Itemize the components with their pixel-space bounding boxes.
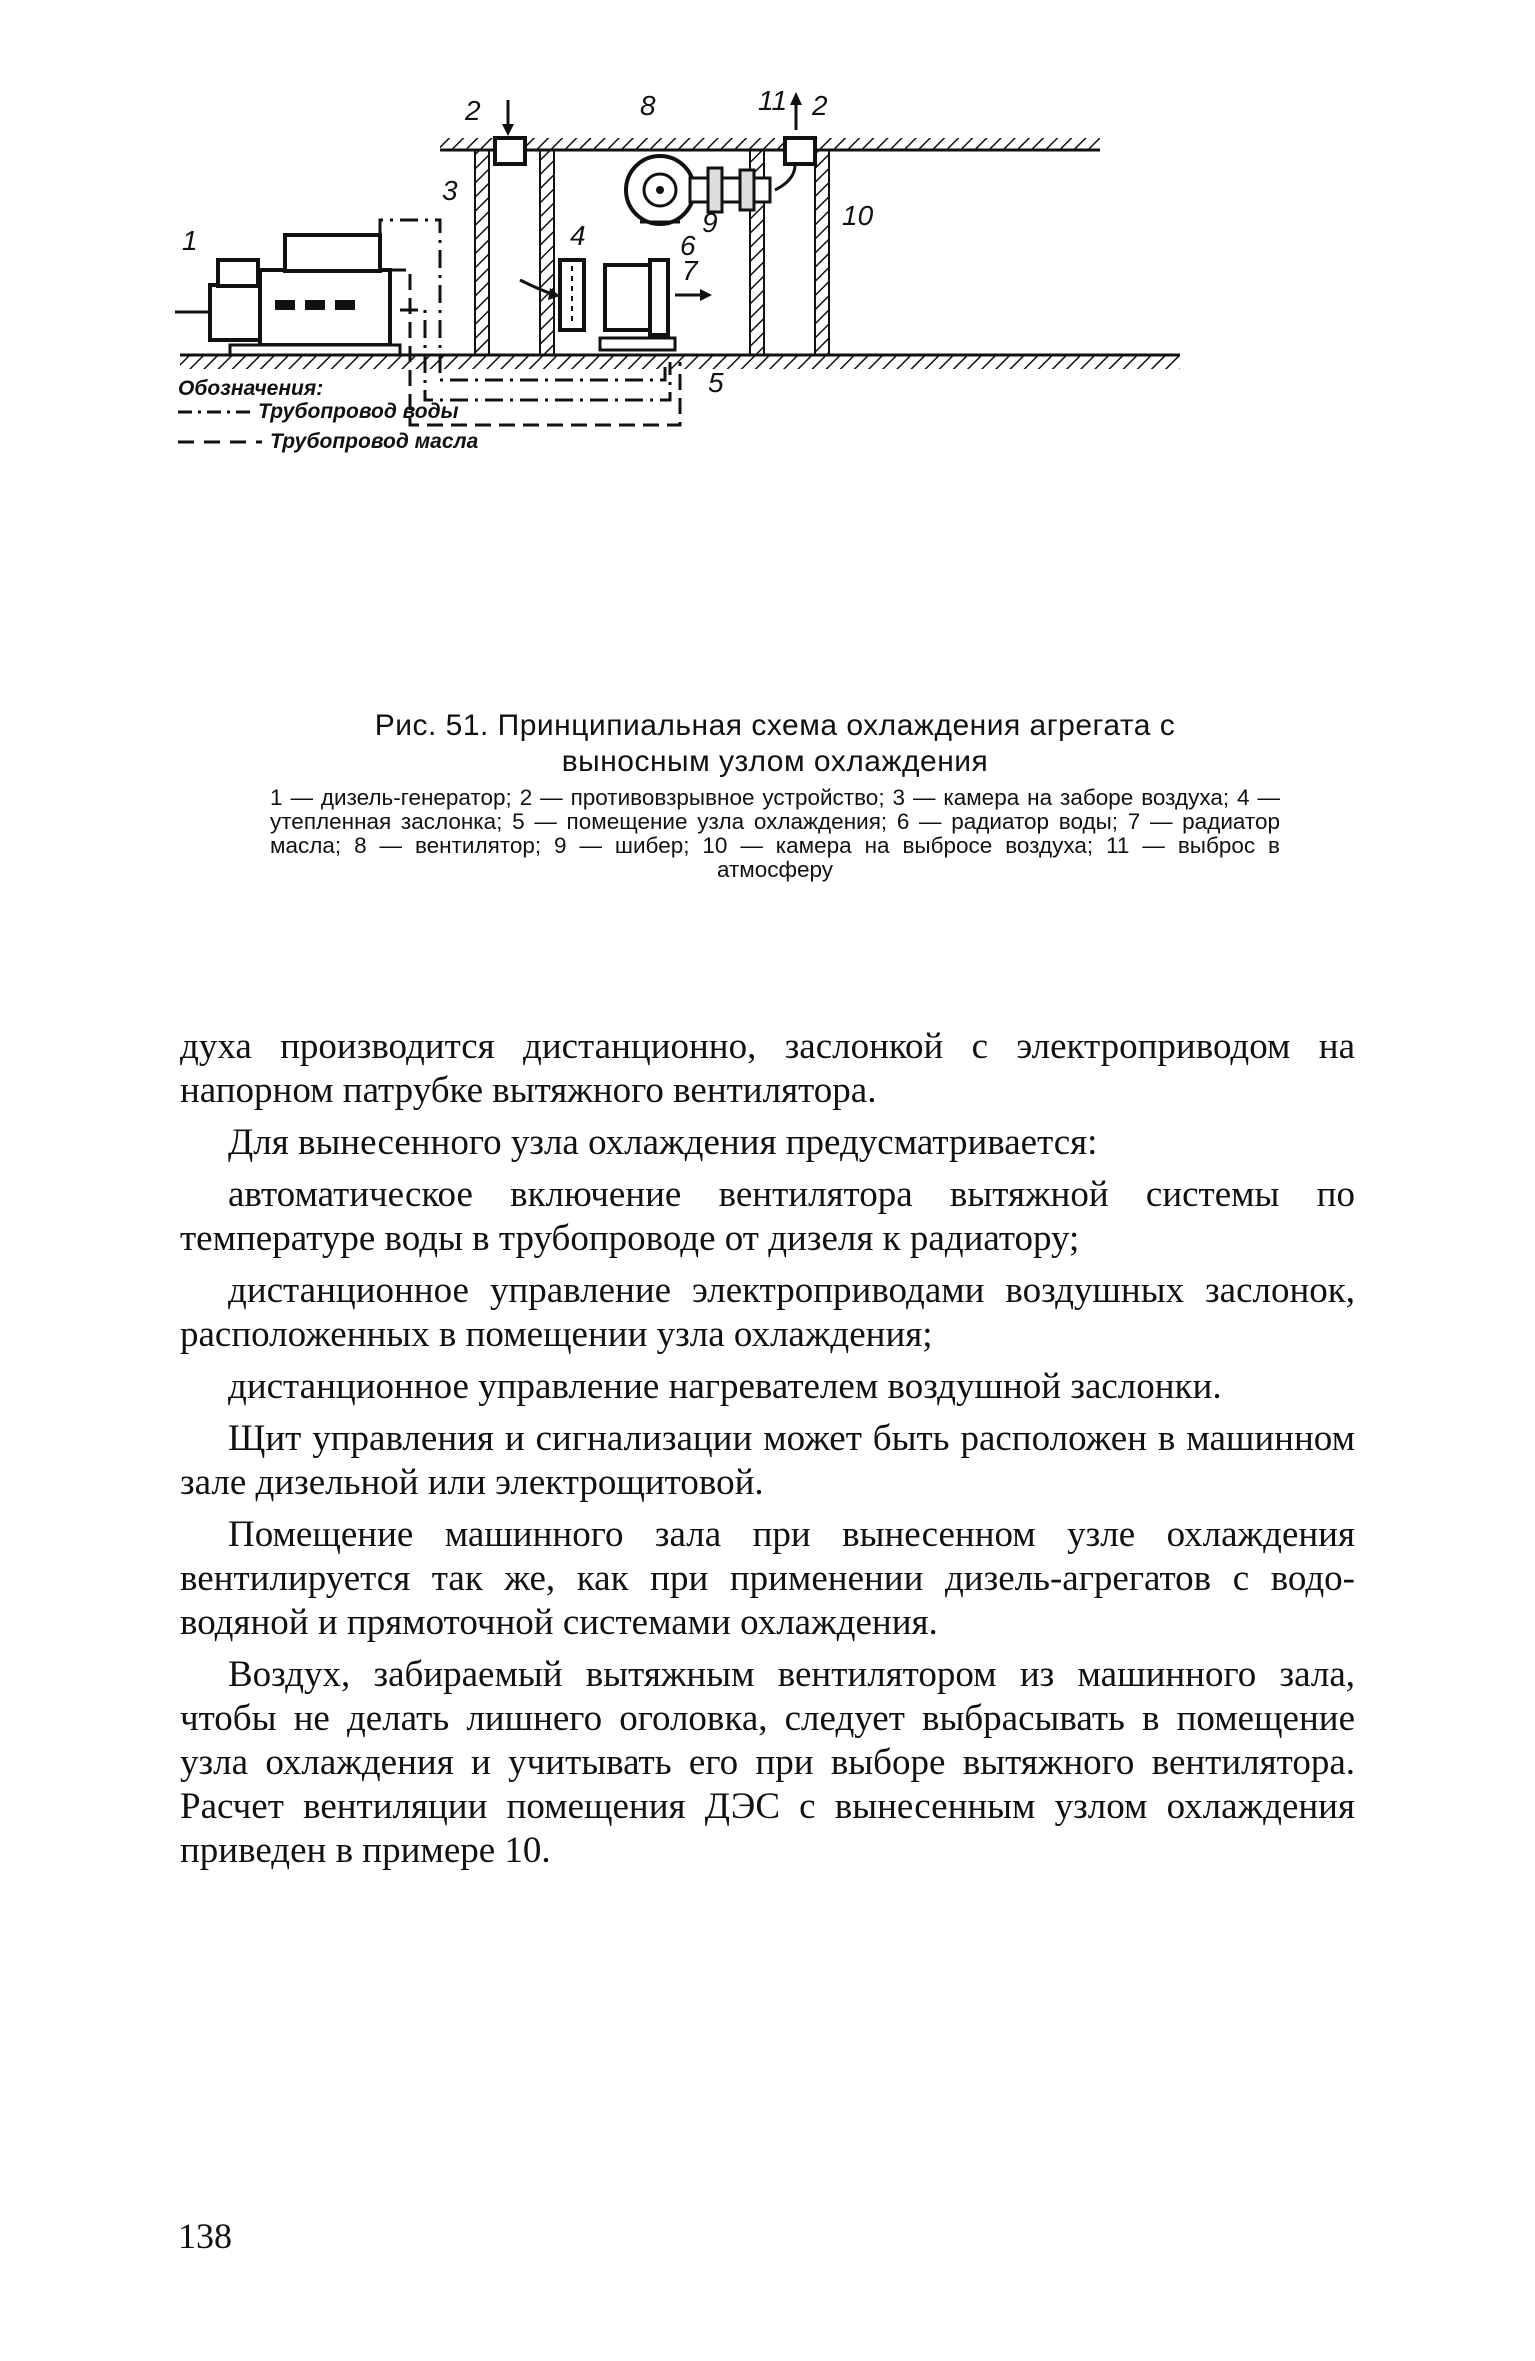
diesel-generator-1 (175, 235, 400, 355)
wall-chamber-10-right (815, 150, 829, 355)
paragraph-4: дистанционное управление электроприводами воздушных заслонок, расположенных в помещении узла охлаждения; (180, 1270, 1355, 1355)
paragraph-1: духа производится дистанционно, заслонкой с электроприводом на напорном патрубке вытяжного вентилятора. (180, 1026, 1355, 1111)
paragraph-7: Помещение машинного зала при вынесенном узле охлаждения вентилируется так же, как при применении дизель-агрегатов с водо-водяной и прямоточной системами охлаждения. (180, 1514, 1355, 1643)
legend-oil: Трубопровод масла (270, 430, 479, 453)
caption-legend: 1 — дизель-генератор; 2 — противовзрывное устройство; 3 — камера на заборе воздуха; 4 — утепленная заслонка; 5 — помещение узла охлаждения; 6 — радиатор воды; 7 — радиатор масла; 8 — вентилятор; 9 — шибер; 10 — камера на выбросе воздуха; 11 — выброс в атмосферу (270, 785, 1280, 882)
figure-caption (270, 708, 1280, 882)
explosion-proof-device-left (495, 138, 525, 164)
water-radiator-6 (605, 265, 650, 330)
label-7: 7 (682, 255, 698, 286)
label-5: 5 (708, 367, 724, 398)
legend-title: Обозначения: (178, 377, 324, 400)
body-text (180, 1025, 1355, 1881)
label-2-left: 2 (465, 95, 481, 126)
oil-radiator-7 (650, 260, 668, 335)
schematic-figure (178, 85, 1310, 670)
caption-title-line-1: Рис. 51. Принципиальная схема охлаждения агрегата с (374, 709, 1176, 742)
label-11: 11 (758, 85, 788, 116)
paragraph-3: автоматическое включение вентилятора вытяжной системы по температуре воды в трубопроводе от дизеля к радиатору; (180, 1174, 1355, 1259)
roof-hatch (440, 138, 1100, 150)
label-9: 9 (702, 207, 718, 238)
label-10: 10 (842, 200, 874, 231)
cooling-schematic (178, 85, 1310, 670)
label-4: 4 (570, 220, 586, 251)
label-1: 1 (182, 225, 198, 256)
paragraph-2: Для вынесенного узла охлаждения предусматривается: (228, 1122, 1098, 1163)
paragraph-8: Воздух, забираемый вытяжным вентилятором из машинного зала, чтобы не делать лишнего оголовка, следует выбрасывать в помещение узла охлаждения и учитывать его при выборе вытяжного вентилятора. Расчет вентиляции помещения ДЭС с вынесенным узлом охлаждения приведен в примере 10. (180, 1654, 1355, 1871)
label-3: 3 (442, 175, 458, 206)
paragraph-5: дистанционное управление нагревателем воздушной заслонки. (228, 1366, 1222, 1407)
legend-water: Трубопровод воды (258, 400, 459, 423)
page-number: 138 (178, 2216, 232, 2256)
wall-chamber-3-right (540, 150, 554, 355)
wall-chamber-3-left (475, 150, 489, 355)
paragraph-6: Щит управления и сигнализации может быть расположен в машинном зале дизельной или электрощитовой. (180, 1418, 1355, 1503)
label-6: 6 (680, 230, 696, 261)
explosion-proof-device-right (785, 138, 815, 164)
label-8: 8 (640, 90, 656, 121)
damper-9 (708, 168, 722, 212)
caption-title-line-2: выносным узлом охлаждения (561, 745, 989, 778)
label-2-right: 2 (812, 90, 828, 121)
